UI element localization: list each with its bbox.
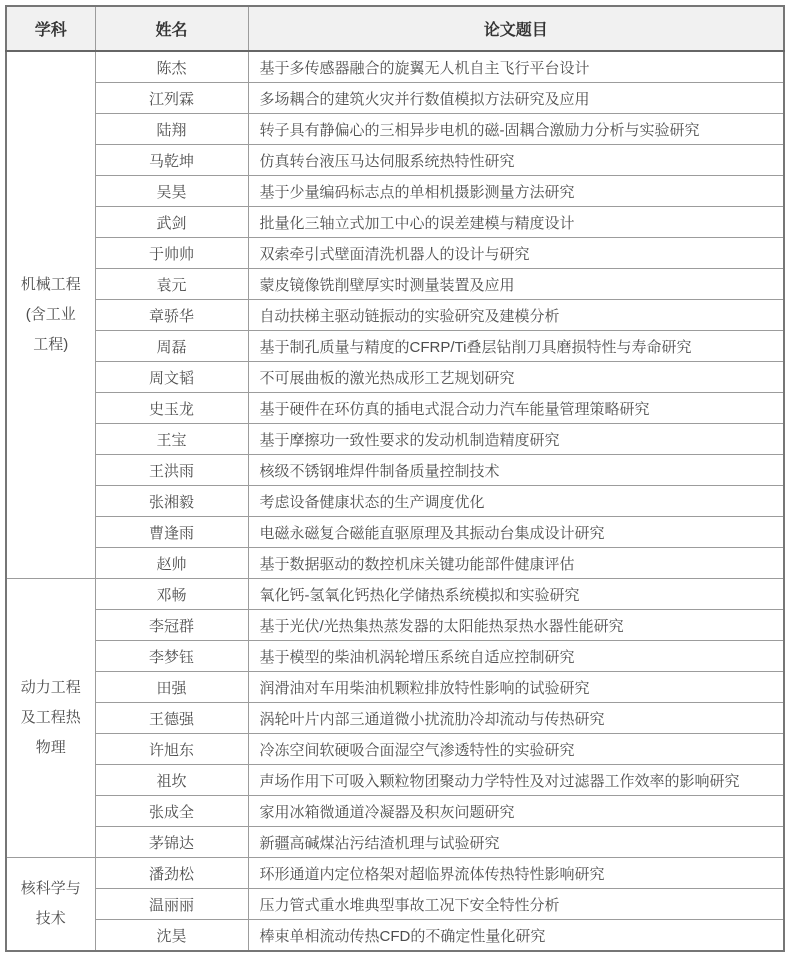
header-paper-title: 论文题目 (248, 6, 784, 51)
table-row (6, 176, 784, 207)
paper-title-cell: 声场作用下可吸入颗粒物团聚动力学特性及对过滤器工作效率的影响研究 (248, 765, 784, 796)
student-name-cell: 武剑 (95, 207, 248, 238)
student-name-cell: 陈杰 (95, 51, 248, 83)
paper-title-cell: 转子具有静偏心的三相异步电机的磁-固耦合激励力分析与实验研究 (248, 114, 784, 145)
table-row (6, 827, 784, 858)
student-name-cell: 沈昊 (95, 920, 248, 952)
student-name-cell: 陆翔 (95, 114, 248, 145)
table-row (6, 672, 784, 703)
table-header (6, 6, 784, 51)
student-name-cell: 曹逢雨 (95, 517, 248, 548)
paper-title-cell: 自动扶梯主驱动链振动的实验研究及建模分析 (248, 300, 784, 331)
table-row (6, 331, 784, 362)
student-name-cell: 赵帅 (95, 548, 248, 579)
student-name-cell: 许旭东 (95, 734, 248, 765)
paper-title-cell: 多场耦合的建筑火灾并行数值模拟方法研究及应用 (248, 83, 784, 114)
paper-title-cell: 双索牵引式壁面清洗机器人的设计与研究 (248, 238, 784, 269)
paper-title-cell: 冷冻空间软硬吸合面湿空气渗透特性的实验研究 (248, 734, 784, 765)
table-row (6, 703, 784, 734)
paper-title-cell: 环形通道内定位格架对超临界流体传热特性影响研究 (248, 858, 784, 889)
student-name-cell: 周磊 (95, 331, 248, 362)
table-row (6, 858, 784, 889)
paper-title-cell: 润滑油对车用柴油机颗粒排放特性影响的试验研究 (248, 672, 784, 703)
table-row (6, 610, 784, 641)
table-row (6, 145, 784, 176)
paper-title-cell: 批量化三轴立式加工中心的误差建模与精度设计 (248, 207, 784, 238)
paper-title-cell: 棒束单相流动传热CFD的不确定性量化研究 (248, 920, 784, 952)
header-subject: 学科 (6, 6, 95, 51)
student-name-cell: 王德强 (95, 703, 248, 734)
student-name-cell: 周文韬 (95, 362, 248, 393)
paper-title-cell: 基于制孔质量与精度的CFRP/Ti叠层钻削刀具磨损特性与寿命研究 (248, 331, 784, 362)
table-row (6, 362, 784, 393)
paper-title-cell: 基于少量编码标志点的单相机摄影测量方法研究 (248, 176, 784, 207)
table-row (6, 300, 784, 331)
table-row (6, 548, 784, 579)
paper-title-cell: 基于模型的柴油机涡轮增压系统自适应控制研究 (248, 641, 784, 672)
student-name-cell: 王洪雨 (95, 455, 248, 486)
thesis-table (5, 5, 785, 952)
student-name-cell: 李梦钰 (95, 641, 248, 672)
student-name-cell: 李冠群 (95, 610, 248, 641)
table-row (6, 889, 784, 920)
table-row (6, 207, 784, 238)
student-name-cell: 吴昊 (95, 176, 248, 207)
table-row (6, 517, 784, 548)
paper-title-cell: 基于硬件在环仿真的插电式混合动力汽车能量管理策略研究 (248, 393, 784, 424)
table-row (6, 393, 784, 424)
student-name-cell: 茅锦达 (95, 827, 248, 858)
paper-title-cell: 基于多传感器融合的旋翼无人机自主飞行平台设计 (248, 51, 784, 83)
table-row (6, 269, 784, 300)
student-name-cell: 马乾坤 (95, 145, 248, 176)
table-row (6, 920, 784, 952)
table-row (6, 579, 784, 610)
student-name-cell: 袁元 (95, 269, 248, 300)
table-row (6, 641, 784, 672)
table-row (6, 486, 784, 517)
header-name: 姓名 (95, 6, 248, 51)
student-name-cell: 祖坎 (95, 765, 248, 796)
paper-title-cell: 新疆高碱煤沾污结渣机理与试验研究 (248, 827, 784, 858)
table-row (6, 424, 784, 455)
student-name-cell: 邓畅 (95, 579, 248, 610)
student-name-cell: 张成全 (95, 796, 248, 827)
subject-cell: 动力工程及工程热物理 (6, 579, 95, 858)
student-name-cell: 于帅帅 (95, 238, 248, 269)
subject-cell: 核科学与技术 (6, 858, 95, 952)
student-name-cell: 史玉龙 (95, 393, 248, 424)
student-name-cell: 温丽丽 (95, 889, 248, 920)
header-row (6, 6, 784, 51)
student-name-cell: 王宝 (95, 424, 248, 455)
table-row (6, 51, 784, 83)
paper-title-cell: 核级不锈钢堆焊件制备质量控制技术 (248, 455, 784, 486)
table-row (6, 734, 784, 765)
table-row (6, 796, 784, 827)
paper-title-cell: 基于数据驱动的数控机床关键功能部件健康评估 (248, 548, 784, 579)
student-name-cell: 田强 (95, 672, 248, 703)
paper-title-cell: 仿真转台液压马达伺服系统热特性研究 (248, 145, 784, 176)
table-row (6, 83, 784, 114)
table-body (6, 51, 784, 951)
table-row (6, 114, 784, 145)
paper-title-cell: 电磁永磁复合磁能直驱原理及其振动台集成设计研究 (248, 517, 784, 548)
paper-title-cell: 压力管式重水堆典型事故工况下安全特性分析 (248, 889, 784, 920)
paper-title-cell: 家用冰箱微通道冷凝器及积灰问题研究 (248, 796, 784, 827)
paper-title-cell: 氧化钙-氢氧化钙热化学储热系统模拟和实验研究 (248, 579, 784, 610)
student-name-cell: 江列霖 (95, 83, 248, 114)
paper-title-cell: 不可展曲板的激光热成形工艺规划研究 (248, 362, 784, 393)
subject-cell: 机械工程(含工业工程) (6, 51, 95, 579)
paper-title-cell: 基于摩擦功一致性要求的发动机制造精度研究 (248, 424, 784, 455)
paper-title-cell: 蒙皮镜像铣削壁厚实时测量装置及应用 (248, 269, 784, 300)
student-name-cell: 章骄华 (95, 300, 248, 331)
student-name-cell: 潘劲松 (95, 858, 248, 889)
paper-title-cell: 考虑设备健康状态的生产调度优化 (248, 486, 784, 517)
table-row (6, 455, 784, 486)
paper-title-cell: 涡轮叶片内部三通道微小扰流肋冷却流动与传热研究 (248, 703, 784, 734)
table-row (6, 765, 784, 796)
paper-title-cell: 基于光伏/光热集热蒸发器的太阳能热泵热水器性能研究 (248, 610, 784, 641)
table-row (6, 238, 784, 269)
student-name-cell: 张湘毅 (95, 486, 248, 517)
